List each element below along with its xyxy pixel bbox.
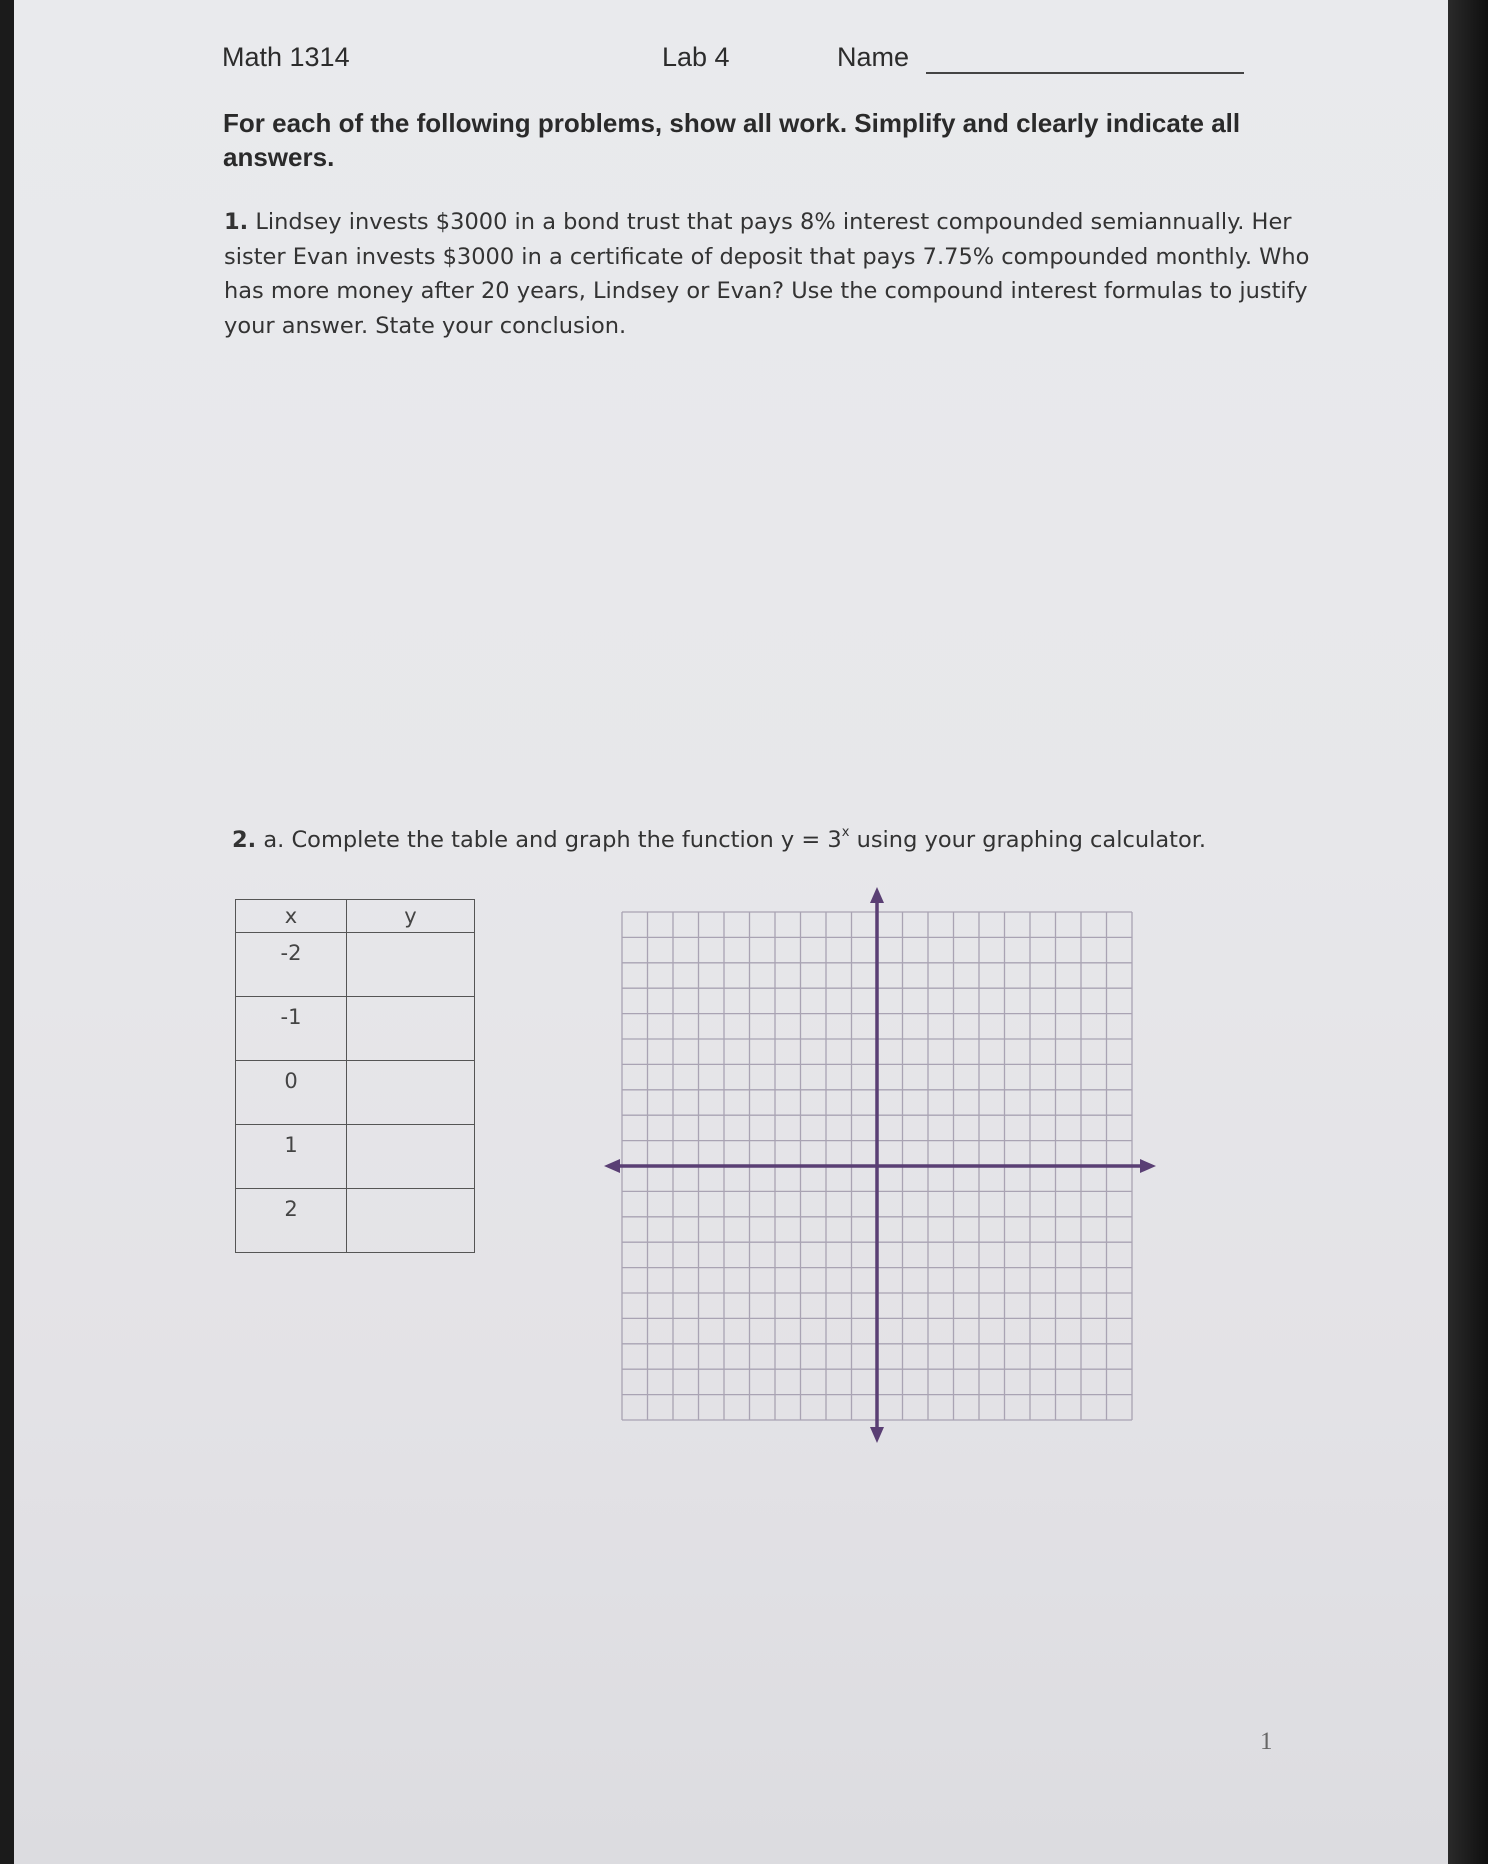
table-row [236, 997, 475, 1061]
problem-1-number: 1. [224, 209, 249, 235]
table-header-x: x [236, 900, 347, 933]
xy-table [235, 899, 475, 1253]
function-expression [781, 827, 850, 853]
course-title: Math 1314 [222, 42, 350, 72]
screen-bezel [1448, 0, 1488, 1864]
x-axis-left-arrow [604, 1159, 620, 1173]
axes [604, 887, 1156, 1443]
problem-1 [224, 205, 1349, 343]
y-axis-down-arrow [870, 1427, 884, 1443]
problem-2-text-after: using your graphing calculator. [856, 827, 1207, 853]
problem-2-text-before: Complete the table and graph the function [291, 827, 774, 853]
problem-2-part: a. [263, 827, 285, 853]
coordinate-grid[interactable] [600, 885, 1160, 1445]
name-label: Name [837, 42, 910, 72]
lab-title: Lab 4 [662, 42, 730, 72]
table-row [236, 933, 475, 997]
problem-2-number: 2. [232, 827, 257, 853]
problem-1-text: Lindsey invests $3000 in a bond trust that pays 8% interest compounded semiannually. Her sister Evan invests $3000 in a certificate of deposit that pays 7.75% compounded monthly. Who has more money after 20 years, Lindsey or Evan? Use the compound interest formulas to justify your answer. State your conclusion. [224, 209, 1310, 339]
page-number: 1 [1260, 1728, 1273, 1755]
x-axis-right-arrow [1140, 1159, 1156, 1173]
table-row [236, 1061, 475, 1125]
name-blank-line[interactable] [926, 72, 1244, 74]
x-cell: 2 [236, 1189, 347, 1253]
table-row [236, 1125, 475, 1189]
y-cell[interactable] [347, 997, 475, 1061]
y-cell[interactable] [347, 1061, 475, 1125]
x-cell: 1 [236, 1125, 347, 1189]
y-cell[interactable] [347, 933, 475, 997]
table-row [236, 1189, 475, 1253]
problem-2 [232, 816, 1332, 858]
function-base: y = 3 [780, 827, 842, 853]
function-exponent: x [841, 825, 850, 840]
y-axis-up-arrow [870, 887, 884, 903]
table-header-row [236, 900, 475, 933]
y-cell[interactable] [347, 1189, 475, 1253]
x-cell: -1 [236, 997, 347, 1061]
y-cell[interactable] [347, 1125, 475, 1189]
x-cell: 0 [236, 1061, 347, 1125]
instructions: For each of the following problems, show all work. Simplify and clearly indicate all answers. [223, 108, 1241, 172]
x-cell: -2 [236, 933, 347, 997]
table-header-y: y [347, 900, 475, 933]
